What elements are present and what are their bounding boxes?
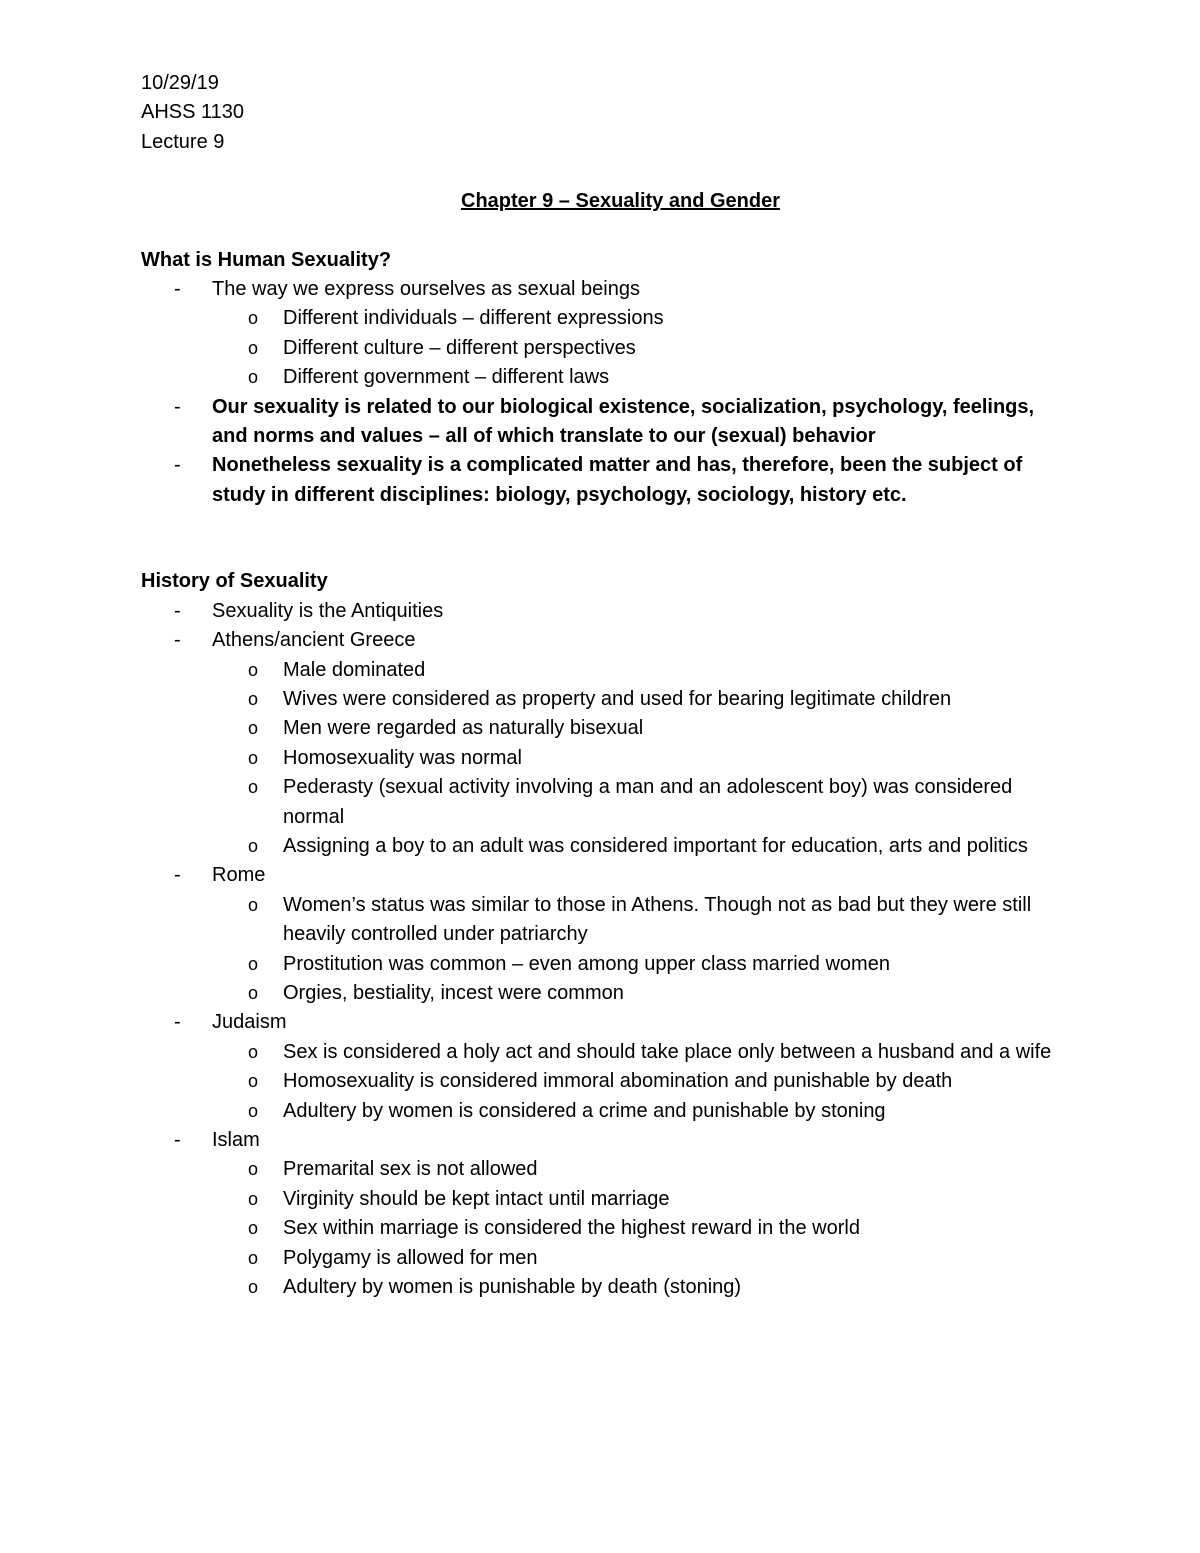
sub-list-item xyxy=(212,1097,1071,1126)
list-item xyxy=(141,275,1071,393)
dash-bullet-icon: - xyxy=(174,454,181,477)
list-item-text: Athens/ancient Greece xyxy=(212,629,416,652)
circle-bullet-icon: o xyxy=(248,1100,259,1121)
chapter-title: Chapter 9 – Sexuality and Gender xyxy=(461,190,780,213)
sub-list-item xyxy=(212,773,1071,832)
sections-container xyxy=(141,246,1071,1303)
dash-bullet-icon: - xyxy=(174,629,181,652)
circle-bullet-icon: o xyxy=(248,894,259,915)
sub-list-item xyxy=(212,1038,1071,1067)
sub-list-item xyxy=(212,1155,1071,1184)
sub-list-item xyxy=(212,685,1071,714)
sub-list-item xyxy=(212,714,1071,743)
sub-list-item-text: Homosexuality is considered immoral abomination and punishable by death xyxy=(283,1070,953,1093)
sub-list-item-text: Women’s status was similar to those in Athens. Though not as bad but they were still heavily controlled under patriarchy xyxy=(283,893,1032,946)
sub-list-item xyxy=(212,304,1071,333)
sub-list-item-text: Men were regarded as naturally bisexual xyxy=(283,717,644,740)
list-item-text: Nonetheless sexuality is a complicated matter and has, therefore, been the subject of study in different disciplines: biology, psychology, sociology, history etc. xyxy=(212,454,1023,506)
circle-bullet-icon: o xyxy=(248,747,259,768)
sub-list-item xyxy=(212,1244,1071,1273)
sub-bullet-list xyxy=(212,656,1071,862)
sub-list-item xyxy=(212,1273,1071,1302)
sub-list-item xyxy=(212,334,1071,363)
sub-list-item xyxy=(212,832,1071,861)
course-line: AHSS 1130 xyxy=(141,101,245,124)
sub-list-item xyxy=(212,979,1071,1008)
sub-list-item xyxy=(212,891,1071,950)
circle-bullet-icon: o xyxy=(248,688,259,709)
sub-bullet-list xyxy=(212,891,1071,1009)
sub-list-item xyxy=(212,1214,1071,1243)
list-item-text: Rome xyxy=(212,864,266,887)
list-item-text: Islam xyxy=(212,1129,260,1151)
list-item xyxy=(141,451,1071,510)
list-item-text: Judaism xyxy=(212,1011,287,1034)
sub-list-item xyxy=(212,363,1071,392)
list-item xyxy=(141,1126,1071,1302)
sub-list-item-text: Orgies, bestiality, incest were common xyxy=(283,981,624,1004)
date-line: 10/29/19 xyxy=(141,72,219,94)
dash-bullet-icon: - xyxy=(174,1129,181,1151)
list-item xyxy=(141,393,1071,452)
circle-bullet-icon: o xyxy=(248,308,259,329)
dash-bullet-icon: - xyxy=(174,1011,181,1034)
document-page xyxy=(141,69,1071,1302)
sub-list-item xyxy=(212,1067,1071,1096)
list-item xyxy=(141,861,1071,1008)
sub-list-item-text: Prostitution was common – even among upper class married women xyxy=(283,952,890,975)
sub-bullet-list xyxy=(212,1038,1071,1126)
sub-list-item-text: Different government – different laws xyxy=(283,366,610,389)
sub-list-item-text: Adultery by women is considered a crime and punishable by stoning xyxy=(283,1099,886,1122)
sub-list-item-text: Virginity should be kept intact until marriage xyxy=(283,1187,670,1210)
sub-list-item xyxy=(212,1185,1071,1214)
bullet-list xyxy=(141,275,1071,510)
sub-list-item-text: Pederasty (sexual activity involving a man and an adolescent boy) was considered normal xyxy=(283,776,1013,828)
circle-bullet-icon: o xyxy=(248,718,259,739)
list-item-text: Our sexuality is related to our biological existence, socialization, psychology, feelings, and norms and values – all of which translate to our (sexual) behavior xyxy=(212,395,1035,448)
section-heading: History of Sexuality xyxy=(141,570,328,593)
list-item xyxy=(141,597,1071,626)
circle-bullet-icon: o xyxy=(248,982,259,1003)
dash-bullet-icon: - xyxy=(174,395,181,418)
sub-list-item xyxy=(212,744,1071,773)
sub-list-item xyxy=(212,950,1071,979)
list-item xyxy=(141,1008,1071,1126)
sub-list-item-text: Different culture – different perspectives xyxy=(283,336,636,359)
sub-list-item-text: Premarital sex is not allowed xyxy=(283,1158,538,1181)
dash-bullet-icon: - xyxy=(174,278,181,301)
sub-list-item xyxy=(212,656,1071,685)
circle-bullet-icon: o xyxy=(248,835,259,856)
circle-bullet-icon: o xyxy=(248,1188,259,1209)
bullet-list xyxy=(141,597,1071,1303)
circle-bullet-icon: o xyxy=(248,777,259,798)
list-item-text: The way we express ourselves as sexual beings xyxy=(212,278,640,301)
list-item xyxy=(141,626,1071,861)
dash-bullet-icon: - xyxy=(174,599,181,622)
sub-list-item-text: Sex within marriage is considered the highest reward in the world xyxy=(283,1217,860,1240)
circle-bullet-icon: o xyxy=(248,659,259,680)
circle-bullet-icon: o xyxy=(248,1277,259,1298)
circle-bullet-icon: o xyxy=(248,1041,259,1062)
lecture-line: Lecture 9 xyxy=(141,130,225,153)
circle-bullet-icon: o xyxy=(248,1218,259,1239)
sub-bullet-list xyxy=(212,304,1071,392)
sub-list-item-text: Different individuals – different expressions xyxy=(283,307,664,330)
circle-bullet-icon: o xyxy=(248,1247,259,1268)
circle-bullet-icon: o xyxy=(248,1159,259,1180)
circle-bullet-icon: o xyxy=(248,1071,259,1092)
circle-bullet-icon: o xyxy=(248,337,259,358)
sub-list-item-text: Wives were considered as property and used for bearing legitimate children xyxy=(283,687,952,710)
sub-list-item-text: Sex is considered a holy act and should take place only between a husband and a wife xyxy=(283,1040,1052,1063)
dash-bullet-icon: - xyxy=(174,864,181,887)
sub-list-item-text: Polygamy is allowed for men xyxy=(283,1246,538,1269)
sub-list-item-text: Assigning a boy to an adult was considered important for education, arts and politics xyxy=(283,834,1028,857)
circle-bullet-icon: o xyxy=(248,953,259,974)
list-item-text: Sexuality is the Antiquities xyxy=(212,599,444,622)
sub-list-item-text: Homosexuality was normal xyxy=(283,746,522,769)
section-heading: What is Human Sexuality? xyxy=(141,248,392,271)
sub-list-item-text: Adultery by women is punishable by death (stoning) xyxy=(283,1276,742,1299)
circle-bullet-icon: o xyxy=(248,367,259,388)
sub-bullet-list xyxy=(212,1155,1071,1302)
sub-list-item-text: Male dominated xyxy=(283,658,426,681)
